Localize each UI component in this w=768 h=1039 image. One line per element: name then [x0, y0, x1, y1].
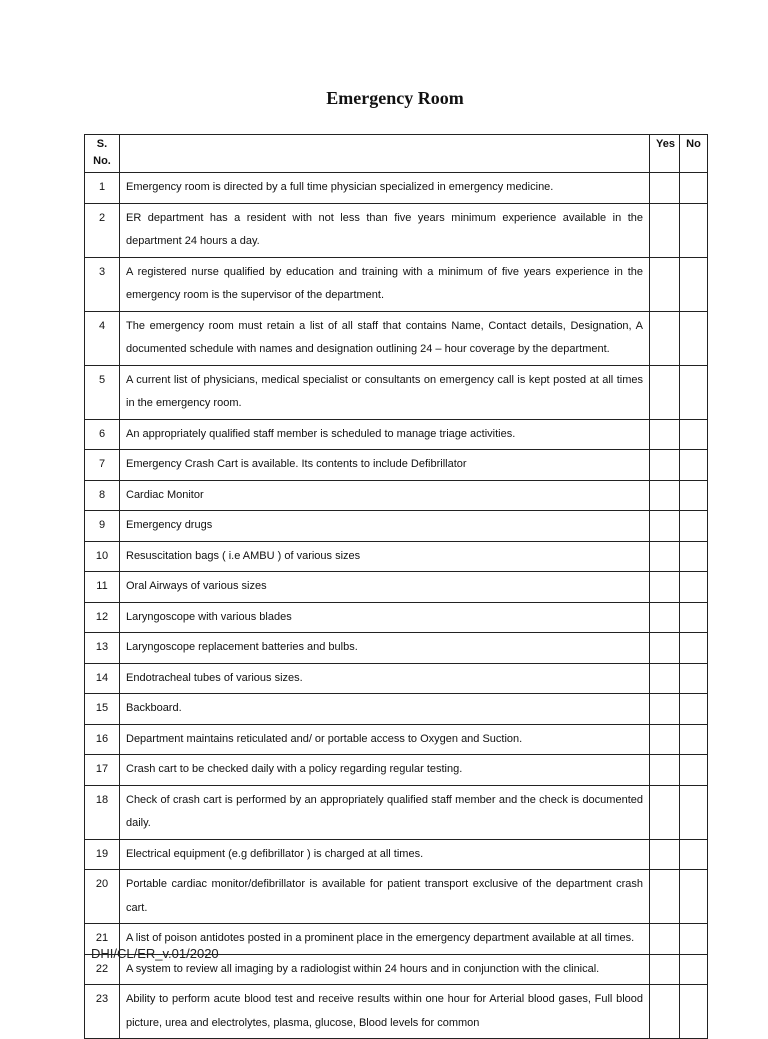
- table-row: [85, 173, 708, 204]
- table-row: [85, 541, 708, 572]
- yes-cell[interactable]: [650, 785, 680, 839]
- no-cell[interactable]: [680, 511, 708, 542]
- no-cell[interactable]: [680, 572, 708, 603]
- table-row: [85, 203, 708, 257]
- yes-cell[interactable]: [650, 450, 680, 481]
- yes-cell[interactable]: [650, 203, 680, 257]
- row-number: 21: [85, 924, 120, 955]
- table-row: [85, 633, 708, 664]
- row-number: 16: [85, 724, 120, 755]
- row-number: 1: [85, 173, 120, 204]
- table-row: [85, 450, 708, 481]
- row-number: 2: [85, 203, 120, 257]
- table-row: [85, 602, 708, 633]
- yes-cell[interactable]: [650, 572, 680, 603]
- row-criterion: A current list of physicians, medical specialist or consultants on emergency call is kept posted at all times in the emergency room.: [120, 365, 650, 419]
- yes-cell[interactable]: [650, 633, 680, 664]
- row-criterion: An appropriately qualified staff member is scheduled to manage triage activities.: [120, 419, 650, 450]
- no-cell[interactable]: [680, 633, 708, 664]
- no-cell[interactable]: [680, 839, 708, 870]
- yes-cell[interactable]: [650, 870, 680, 924]
- row-criterion: Ability to perform acute blood test and receive results within one hour for Arterial blood gases, Full blood picture, urea and electrolytes, plasma, glucose, Blood levels for common: [120, 985, 650, 1039]
- row-criterion: A registered nurse qualified by education and training with a minimum of five years experience in the emergency room is the supervisor of the department.: [120, 257, 650, 311]
- document-title: Emergency Room: [326, 88, 464, 108]
- no-cell[interactable]: [680, 602, 708, 633]
- header-no: No: [680, 135, 708, 173]
- row-number: 13: [85, 633, 120, 664]
- no-cell[interactable]: [680, 954, 708, 985]
- table-row: [85, 985, 708, 1039]
- header-yes: Yes: [650, 135, 680, 173]
- row-criterion: Endotracheal tubes of various sizes.: [120, 663, 650, 694]
- row-criterion: Department maintains reticulated and/ or portable access to Oxygen and Suction.: [120, 724, 650, 755]
- no-cell[interactable]: [680, 663, 708, 694]
- row-number: 20: [85, 870, 120, 924]
- yes-cell[interactable]: [650, 511, 680, 542]
- table-row: [85, 311, 708, 365]
- yes-cell[interactable]: [650, 724, 680, 755]
- row-number: 14: [85, 663, 120, 694]
- row-number: 18: [85, 785, 120, 839]
- row-criterion: Portable cardiac monitor/defibrillator is available for patient transport exclusive of the department crash cart.: [120, 870, 650, 924]
- no-cell[interactable]: [680, 924, 708, 955]
- table-row: [85, 694, 708, 725]
- row-number: 11: [85, 572, 120, 603]
- no-cell[interactable]: [680, 724, 708, 755]
- table-row: [85, 663, 708, 694]
- yes-cell[interactable]: [650, 419, 680, 450]
- header-item: [120, 135, 650, 173]
- yes-cell[interactable]: [650, 602, 680, 633]
- row-number: 4: [85, 311, 120, 365]
- row-criterion: Emergency Crash Cart is available. Its contents to include Defibrillator: [120, 450, 650, 481]
- row-criterion: Laryngoscope with various blades: [120, 602, 650, 633]
- no-cell[interactable]: [680, 870, 708, 924]
- yes-cell[interactable]: [650, 755, 680, 786]
- row-criterion: Crash cart to be checked daily with a policy regarding regular testing.: [120, 755, 650, 786]
- table-header-row: [85, 135, 708, 173]
- yes-cell[interactable]: [650, 541, 680, 572]
- no-cell[interactable]: [680, 785, 708, 839]
- no-cell[interactable]: [680, 985, 708, 1039]
- row-criterion: ER department has a resident with not less than five years minimum experience available in the department 24 hours a day.: [120, 203, 650, 257]
- table-row: [85, 755, 708, 786]
- document-footer: DHI/CL/ER_v.01/2020: [91, 946, 219, 961]
- no-cell[interactable]: [680, 541, 708, 572]
- no-cell[interactable]: [680, 173, 708, 204]
- row-criterion: Laryngoscope replacement batteries and bulbs.: [120, 633, 650, 664]
- table-row: [85, 839, 708, 870]
- row-criterion: Emergency drugs: [120, 511, 650, 542]
- yes-cell[interactable]: [650, 311, 680, 365]
- no-cell[interactable]: [680, 365, 708, 419]
- row-number: 10: [85, 541, 120, 572]
- yes-cell[interactable]: [650, 173, 680, 204]
- row-number: 22: [85, 954, 120, 985]
- yes-cell[interactable]: [650, 694, 680, 725]
- header-sno: S. No.: [85, 135, 120, 173]
- table-row: [85, 365, 708, 419]
- row-number: 12: [85, 602, 120, 633]
- row-number: 19: [85, 839, 120, 870]
- table-row: [85, 480, 708, 511]
- table-row: [85, 511, 708, 542]
- row-number: 9: [85, 511, 120, 542]
- no-cell[interactable]: [680, 755, 708, 786]
- no-cell[interactable]: [680, 311, 708, 365]
- row-number: 15: [85, 694, 120, 725]
- row-number: 7: [85, 450, 120, 481]
- yes-cell[interactable]: [650, 663, 680, 694]
- no-cell[interactable]: [680, 480, 708, 511]
- table-row: [85, 724, 708, 755]
- row-number: 17: [85, 755, 120, 786]
- row-number: 3: [85, 257, 120, 311]
- row-criterion: Check of crash cart is performed by an appropriately qualified staff member and the check is documented daily.: [120, 785, 650, 839]
- row-number: 23: [85, 985, 120, 1039]
- row-criterion: Electrical equipment (e.g defibrillator ) is charged at all times.: [120, 839, 650, 870]
- yes-cell[interactable]: [650, 480, 680, 511]
- yes-cell[interactable]: [650, 985, 680, 1039]
- yes-cell[interactable]: [650, 839, 680, 870]
- row-number: 5: [85, 365, 120, 419]
- yes-cell[interactable]: [650, 365, 680, 419]
- no-cell[interactable]: [680, 257, 708, 311]
- row-number: 8: [85, 480, 120, 511]
- no-cell[interactable]: [680, 203, 708, 257]
- no-cell[interactable]: [680, 450, 708, 481]
- table-row: [85, 572, 708, 603]
- yes-cell[interactable]: [650, 954, 680, 985]
- row-criterion: A system to review all imaging by a radiologist within 24 hours and in conjunction with the clinical.: [120, 954, 650, 985]
- row-criterion: Emergency room is directed by a full time physician specialized in emergency medicine.: [120, 173, 650, 204]
- table-row: [85, 419, 708, 450]
- row-criterion: Oral Airways of various sizes: [120, 572, 650, 603]
- table-row: [85, 257, 708, 311]
- row-criterion: A list of poison antidotes posted in a prominent place in the emergency department available at all times.: [120, 924, 650, 955]
- no-cell[interactable]: [680, 419, 708, 450]
- row-number: 6: [85, 419, 120, 450]
- yes-cell[interactable]: [650, 257, 680, 311]
- checklist-table: [84, 134, 708, 1039]
- table-row: [85, 785, 708, 839]
- row-criterion: Backboard.: [120, 694, 650, 725]
- no-cell[interactable]: [680, 694, 708, 725]
- yes-cell[interactable]: [650, 924, 680, 955]
- table-row: [85, 870, 708, 924]
- row-criterion: Cardiac Monitor: [120, 480, 650, 511]
- row-criterion: Resuscitation bags ( i.e AMBU ) of various sizes: [120, 541, 650, 572]
- row-criterion: The emergency room must retain a list of all staff that contains Name, Contact details, Designation, A documented schedule with names and designation outlining 24 – hour coverage by the department.: [120, 311, 650, 365]
